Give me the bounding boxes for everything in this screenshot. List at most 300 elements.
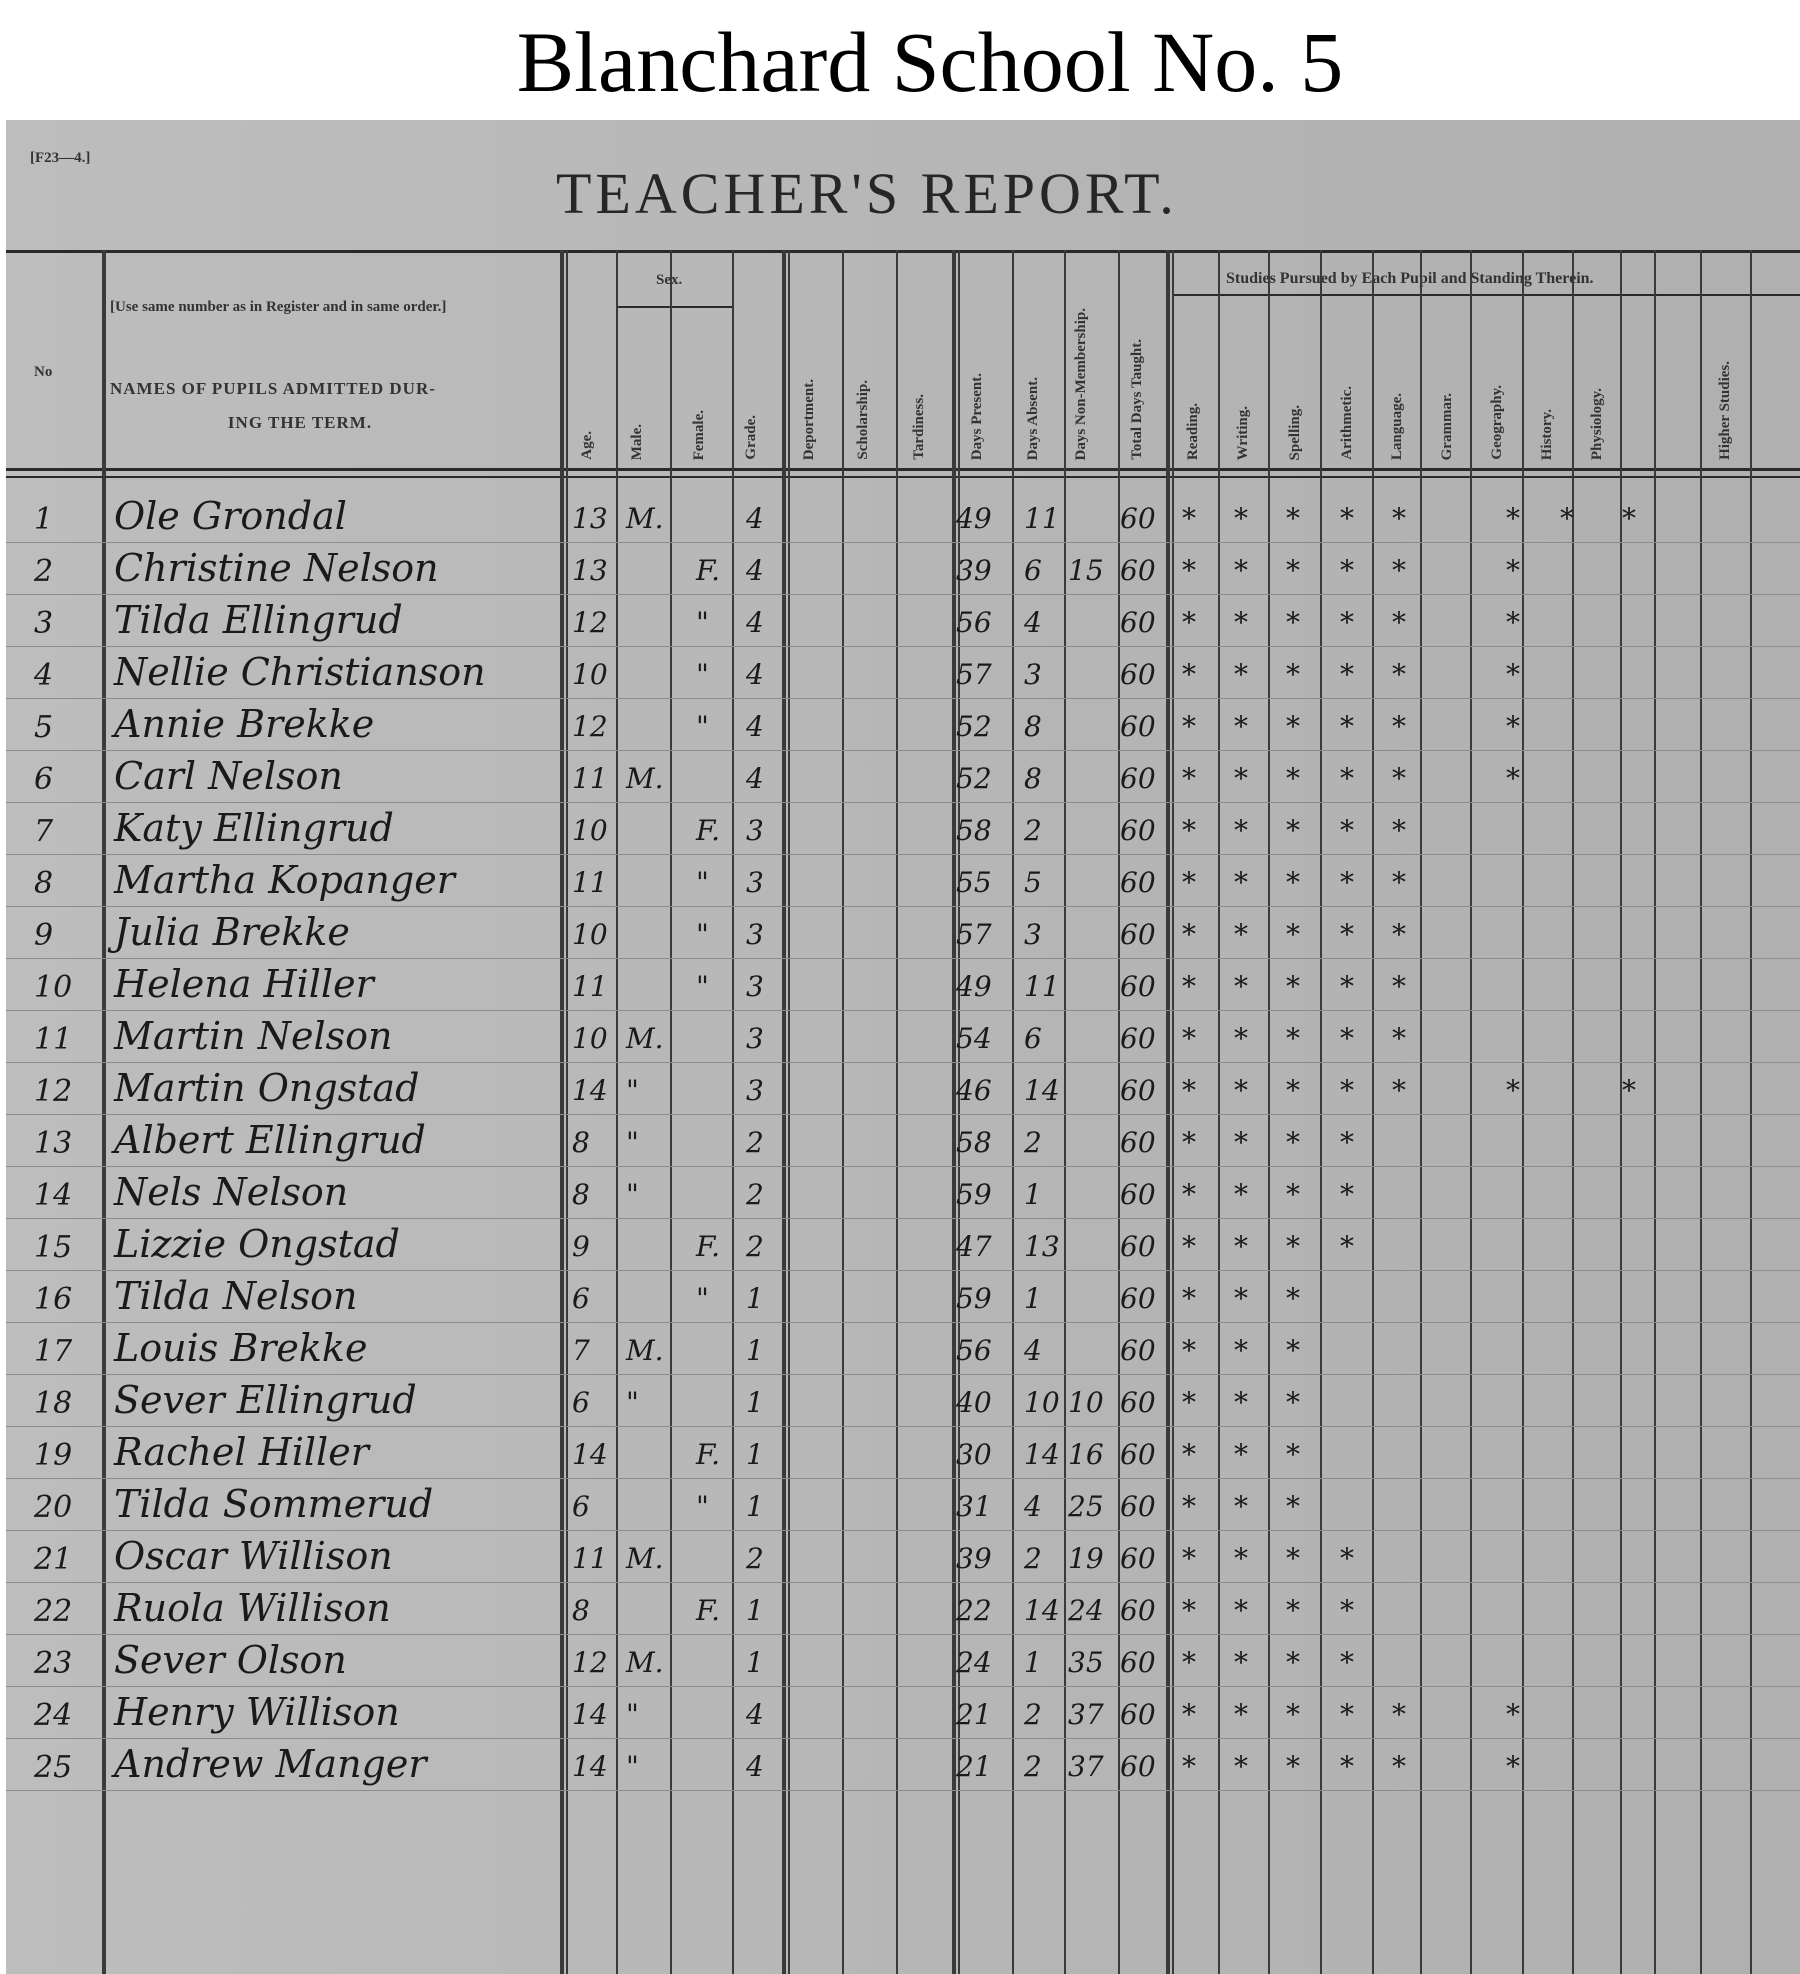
pupil-geography: *	[1506, 502, 1520, 535]
column-rule	[788, 250, 790, 1974]
pupil-reading: *	[1182, 762, 1196, 795]
pupil-age: 11	[572, 1542, 608, 1575]
pupil-reading: *	[1182, 866, 1196, 899]
pupil-total: 60	[1120, 710, 1156, 743]
pupil-no: 14	[34, 1178, 73, 1213]
pupil-spelling: *	[1286, 970, 1300, 1003]
pupil-arithmetic: *	[1340, 814, 1354, 847]
column-rule	[842, 250, 844, 1974]
pupil-total: 60	[1120, 1386, 1156, 1419]
pupil-reading: *	[1182, 1022, 1196, 1055]
pupil-present: 57	[956, 658, 992, 691]
pupil-age: 12	[572, 710, 608, 743]
pupil-age: 8	[572, 1126, 590, 1159]
row-rule	[6, 1322, 1800, 1323]
pupil-name: Ruola Willison	[114, 1586, 391, 1630]
pupil-spelling: *	[1286, 710, 1300, 743]
pupil-spelling: *	[1286, 918, 1300, 951]
pupil-present: 46	[956, 1074, 992, 1107]
pupil-age: 8	[572, 1178, 590, 1211]
pupil-grade: 3	[746, 918, 764, 951]
pupil-nonmem: 16	[1068, 1438, 1104, 1471]
pupil-reading: *	[1182, 502, 1196, 535]
pupil-female: "	[696, 970, 709, 1003]
pupil-writing: *	[1234, 1022, 1248, 1055]
pupil-age: 11	[572, 762, 608, 795]
pupil-reading: *	[1182, 1750, 1196, 1783]
row-rule	[6, 1270, 1800, 1271]
pupil-spelling: *	[1286, 1126, 1300, 1159]
pupil-no: 11	[34, 1022, 73, 1057]
pupil-no: 9	[34, 918, 54, 953]
pupil-writing: *	[1234, 1646, 1248, 1679]
pupil-name: Martin Ongstad	[114, 1066, 420, 1110]
row-rule	[6, 906, 1800, 907]
pupil-age: 11	[572, 970, 608, 1003]
pupil-spelling: *	[1286, 814, 1300, 847]
pupil-age: 10	[572, 814, 608, 847]
column-header-grammar: Grammar.	[1439, 392, 1455, 460]
pupil-arithmetic: *	[1340, 606, 1354, 639]
pupil-arithmetic: *	[1340, 970, 1354, 1003]
pupil-no: 8	[34, 866, 54, 901]
pupil-absent: 5	[1024, 866, 1042, 899]
column-header-writing: Writing.	[1235, 405, 1251, 460]
pupil-total: 60	[1120, 1698, 1156, 1731]
pupil-reading: *	[1182, 606, 1196, 639]
pupil-arithmetic: *	[1340, 554, 1354, 587]
pupil-name: Tilda Ellingrud	[114, 598, 403, 642]
pupil-arithmetic: *	[1340, 1074, 1354, 1107]
pupil-spelling: *	[1286, 502, 1300, 535]
pupil-name: Albert Ellingrud	[114, 1118, 426, 1162]
pupil-nonmem: 10	[1068, 1386, 1104, 1419]
pupil-geography: *	[1506, 1750, 1520, 1783]
pupil-grade: 4	[746, 1750, 764, 1783]
row-rule	[6, 698, 1800, 699]
pupil-no: 25	[34, 1750, 73, 1785]
pupil-spelling: *	[1286, 1178, 1300, 1211]
pupil-present: 59	[956, 1282, 992, 1315]
pupil-spelling: *	[1286, 1438, 1300, 1471]
pupil-writing: *	[1234, 1386, 1248, 1419]
pupil-geography: *	[1506, 762, 1520, 795]
pupil-total: 60	[1120, 554, 1156, 587]
pupil-absent: 6	[1024, 1022, 1042, 1055]
pupil-reading: *	[1182, 1698, 1196, 1731]
pupil-total: 60	[1120, 1594, 1156, 1627]
pupil-name: Nellie Christianson	[114, 650, 486, 694]
column-rule	[1064, 250, 1066, 1974]
row-rule	[6, 1010, 1800, 1011]
column-rule	[566, 250, 568, 1974]
pupil-absent: 14	[1024, 1594, 1060, 1627]
pupil-present: 30	[956, 1438, 992, 1471]
pupil-age: 14	[572, 1750, 608, 1783]
pupil-name: Annie Brekke	[114, 702, 375, 746]
pupil-reading: *	[1182, 1490, 1196, 1523]
pupil-spelling: *	[1286, 1542, 1300, 1575]
pupil-grade: 3	[746, 1074, 764, 1107]
pupil-present: 58	[956, 1126, 992, 1159]
pupil-total: 60	[1120, 1178, 1156, 1211]
pupil-absent: 11	[1024, 502, 1060, 535]
column-header-language: Language.	[1389, 392, 1405, 460]
pupil-spelling: *	[1286, 762, 1300, 795]
pupil-grade: 1	[746, 1282, 764, 1315]
pupil-writing: *	[1234, 502, 1248, 535]
pupil-grade: 4	[746, 502, 764, 535]
pupil-writing: *	[1234, 1126, 1248, 1159]
pupil-grade: 4	[746, 762, 764, 795]
pupil-present: 21	[956, 1750, 992, 1783]
pupil-age: 12	[572, 606, 608, 639]
pupil-grade: 1	[746, 1386, 764, 1419]
pupil-total: 60	[1120, 1542, 1156, 1575]
pupil-physiology: *	[1622, 502, 1636, 535]
form-code: [F23—4.]	[30, 150, 91, 166]
pupil-present: 56	[956, 606, 992, 639]
pupil-spelling: *	[1286, 554, 1300, 587]
pupil-female: "	[696, 866, 709, 899]
pupil-age: 10	[572, 1022, 608, 1055]
pupil-name: Ole Grondal	[114, 494, 347, 538]
pupil-reading: *	[1182, 1334, 1196, 1367]
pupil-name: Sever Olson	[114, 1638, 347, 1682]
pupil-absent: 3	[1024, 918, 1042, 951]
pupil-no: 4	[34, 658, 54, 693]
pupil-present: 55	[956, 866, 992, 899]
pupil-male: M.	[626, 1542, 664, 1575]
pupil-name: Oscar Willison	[114, 1534, 393, 1578]
pupil-total: 60	[1120, 1126, 1156, 1159]
row-rule	[6, 1582, 1800, 1583]
pupil-name: Sever Ellingrud	[114, 1378, 417, 1422]
pupil-total: 60	[1120, 606, 1156, 639]
pupil-grade: 4	[746, 554, 764, 587]
pupil-age: 6	[572, 1282, 590, 1315]
pupil-reading: *	[1182, 1178, 1196, 1211]
pupil-absent: 1	[1024, 1646, 1042, 1679]
pupil-male: "	[626, 1698, 639, 1731]
pupil-total: 60	[1120, 1230, 1156, 1263]
pupil-grade: 2	[746, 1178, 764, 1211]
pupil-nonmem: 37	[1068, 1750, 1104, 1783]
pupil-language: *	[1392, 1074, 1406, 1107]
pupil-total: 60	[1120, 1438, 1156, 1471]
pupil-absent: 10	[1024, 1386, 1060, 1419]
column-rule	[1372, 250, 1374, 1974]
row-rule	[6, 1738, 1800, 1739]
pupil-reading: *	[1182, 1230, 1196, 1263]
column-header-days-non-membership: Days Non-Membership.	[1073, 307, 1089, 460]
pupil-arithmetic: *	[1340, 710, 1354, 743]
pupil-present: 52	[956, 762, 992, 795]
pupil-reading: *	[1182, 1386, 1196, 1419]
number-header: No	[34, 364, 53, 380]
pupil-language: *	[1392, 1750, 1406, 1783]
column-rule	[670, 250, 672, 1974]
pupil-spelling: *	[1286, 1074, 1300, 1107]
pupil-name: Christine Nelson	[114, 546, 439, 590]
pupil-no: 17	[34, 1334, 73, 1369]
pupil-arithmetic: *	[1340, 1126, 1354, 1159]
pupil-writing: *	[1234, 658, 1248, 691]
report-sheet	[6, 120, 1800, 1974]
pupil-reading: *	[1182, 658, 1196, 691]
pupil-total: 60	[1120, 762, 1156, 795]
pupil-male: M.	[626, 502, 664, 535]
pupil-age: 13	[572, 554, 608, 587]
pupil-grade: 1	[746, 1646, 764, 1679]
pupil-language: *	[1392, 554, 1406, 587]
row-rule	[6, 1530, 1800, 1531]
pupil-female: F.	[696, 554, 720, 587]
pupil-reading: *	[1182, 1594, 1196, 1627]
pupil-writing: *	[1234, 1594, 1248, 1627]
pupil-male: M.	[626, 1334, 664, 1367]
pupil-male: "	[626, 1386, 639, 1419]
pupil-geography: *	[1506, 1074, 1520, 1107]
pupil-writing: *	[1234, 762, 1248, 795]
pupil-geography: *	[1506, 554, 1520, 587]
pupil-reading: *	[1182, 1438, 1196, 1471]
pupil-absent: 2	[1024, 1126, 1042, 1159]
pupil-male: "	[626, 1750, 639, 1783]
row-rule	[6, 1478, 1800, 1479]
pupil-present: 39	[956, 1542, 992, 1575]
pupil-male: "	[626, 1126, 639, 1159]
pupil-grade: 4	[746, 606, 764, 639]
pupil-reading: *	[1182, 814, 1196, 847]
pupil-spelling: *	[1286, 1750, 1300, 1783]
pupil-age: 14	[572, 1438, 608, 1471]
pupil-grade: 1	[746, 1334, 764, 1367]
pupil-no: 13	[34, 1126, 73, 1161]
pupil-present: 56	[956, 1334, 992, 1367]
pupil-present: 31	[956, 1490, 992, 1523]
pupil-geography: *	[1506, 1698, 1520, 1731]
report-title: TEACHER'S REPORT.	[556, 161, 1178, 226]
pupil-age: 8	[572, 1594, 590, 1627]
column-header-total-days-taught: Total Days Taught.	[1129, 339, 1145, 460]
pupil-total: 60	[1120, 1646, 1156, 1679]
pupil-arithmetic: *	[1340, 502, 1354, 535]
pupil-grade: 1	[746, 1438, 764, 1471]
row-rule	[6, 1790, 1800, 1791]
pupil-grade: 2	[746, 1542, 764, 1575]
column-rule	[1320, 250, 1322, 1974]
pupil-name: Louis Brekke	[114, 1326, 368, 1370]
pupil-arithmetic: *	[1340, 658, 1354, 691]
column-rule	[102, 250, 106, 1974]
pupil-reading: *	[1182, 710, 1196, 743]
pupil-total: 60	[1120, 814, 1156, 847]
names-header-line-1: NAMES OF PUPILS ADMITTED DUR-	[110, 379, 436, 398]
pupil-name: Helena Hiller	[114, 962, 374, 1006]
column-rule	[1470, 250, 1472, 1974]
pupil-grade: 4	[746, 1698, 764, 1731]
names-header-line-2: ING THE TERM.	[227, 413, 373, 432]
column-rule	[1654, 250, 1656, 1974]
column-header-days-absent: Days Absent.	[1025, 376, 1041, 460]
column-header-grade: Grade.	[743, 415, 759, 460]
column-rule	[560, 250, 564, 1974]
pupil-present: 58	[956, 814, 992, 847]
header-top-rule	[6, 250, 1800, 253]
pupil-spelling: *	[1286, 1646, 1300, 1679]
column-header-reading: Reading.	[1185, 402, 1201, 460]
column-rule	[1218, 250, 1220, 1974]
pupil-total: 60	[1120, 1490, 1156, 1523]
pupil-arithmetic: *	[1340, 1230, 1354, 1263]
pupil-age: 6	[572, 1490, 590, 1523]
pupil-grade: 3	[746, 970, 764, 1003]
pupil-arithmetic: *	[1340, 762, 1354, 795]
column-rule	[732, 250, 734, 1974]
row-rule	[6, 1166, 1800, 1167]
column-header-spelling: Spelling.	[1287, 404, 1303, 460]
pupil-present: 47	[956, 1230, 992, 1263]
pupil-spelling: *	[1286, 1230, 1300, 1263]
row-rule	[6, 1374, 1800, 1375]
row-rule	[6, 1426, 1800, 1427]
pupil-absent: 2	[1024, 1698, 1042, 1731]
pupil-absent: 2	[1024, 1750, 1042, 1783]
pupil-present: 52	[956, 710, 992, 743]
pupil-no: 1	[34, 502, 54, 537]
row-rule	[6, 1218, 1800, 1219]
pupil-grade: 3	[746, 866, 764, 899]
pupil-absent: 3	[1024, 658, 1042, 691]
pupil-present: 54	[956, 1022, 992, 1055]
pupil-no: 22	[34, 1594, 73, 1629]
pupil-reading: *	[1182, 1646, 1196, 1679]
pupil-female: F.	[696, 1230, 720, 1263]
pupil-name: Nels Nelson	[114, 1170, 349, 1214]
pupil-absent: 6	[1024, 554, 1042, 587]
pupil-no: 23	[34, 1646, 73, 1681]
pupil-spelling: *	[1286, 1334, 1300, 1367]
pupil-writing: *	[1234, 970, 1248, 1003]
pupil-total: 60	[1120, 1334, 1156, 1367]
pupil-nonmem: 37	[1068, 1698, 1104, 1731]
pupil-total: 60	[1120, 502, 1156, 535]
pupil-absent: 11	[1024, 970, 1060, 1003]
pupil-male: M.	[626, 1646, 664, 1679]
pupil-no: 10	[34, 970, 73, 1005]
pupil-language: *	[1392, 762, 1406, 795]
pupil-name: Martha Kopanger	[114, 858, 455, 902]
pupil-male: M.	[626, 762, 664, 795]
register-note: [Use same number as in Register and in same order.]	[110, 299, 447, 315]
studies-header-rule	[1172, 294, 1800, 296]
pupil-no: 19	[34, 1438, 73, 1473]
pupil-present: 49	[956, 970, 992, 1003]
pupil-present: 21	[956, 1698, 992, 1731]
pupil-present: 57	[956, 918, 992, 951]
pupil-grade: 1	[746, 1490, 764, 1523]
row-rule	[6, 646, 1800, 647]
sex-header: Sex.	[656, 272, 683, 288]
pupil-writing: *	[1234, 1698, 1248, 1731]
pupil-total: 60	[1120, 1282, 1156, 1315]
column-rule	[1268, 250, 1270, 1974]
column-rule	[1522, 250, 1524, 1974]
pupil-spelling: *	[1286, 1698, 1300, 1731]
column-header-deportment: Deportment.	[801, 378, 817, 460]
pupil-language: *	[1392, 970, 1406, 1003]
column-header-geography: Geography.	[1489, 385, 1505, 460]
row-rule	[6, 958, 1800, 959]
row-rule	[6, 542, 1800, 543]
column-rule	[896, 250, 898, 1974]
pupil-spelling: *	[1286, 866, 1300, 899]
column-rule	[1012, 250, 1014, 1974]
pupil-writing: *	[1234, 918, 1248, 951]
column-rule	[1166, 250, 1170, 1974]
row-rule	[6, 750, 1800, 751]
pupil-reading: *	[1182, 1074, 1196, 1107]
pupil-physiology: *	[1622, 1074, 1636, 1107]
pupil-writing: *	[1234, 814, 1248, 847]
pupil-writing: *	[1234, 606, 1248, 639]
pupil-writing: *	[1234, 1490, 1248, 1523]
pupil-age: 13	[572, 502, 608, 535]
pupil-reading: *	[1182, 554, 1196, 587]
pupil-female: F.	[696, 1438, 720, 1471]
pupil-total: 60	[1120, 970, 1156, 1003]
pupil-no: 18	[34, 1386, 73, 1421]
pupil-present: 24	[956, 1646, 992, 1679]
row-rule	[6, 1634, 1800, 1635]
pupil-female: "	[696, 658, 709, 691]
row-rule	[6, 802, 1800, 803]
column-header-days-present: Days Present.	[969, 372, 985, 460]
pupil-female: "	[696, 606, 709, 639]
pupil-reading: *	[1182, 1126, 1196, 1159]
pupil-no: 15	[34, 1230, 73, 1265]
pupil-age: 14	[572, 1074, 608, 1107]
row-rule	[6, 1062, 1800, 1063]
pupil-name: Martin Nelson	[114, 1014, 393, 1058]
page-caption: Blanchard School No. 5	[516, 14, 1344, 110]
pupil-spelling: *	[1286, 1022, 1300, 1055]
pupil-spelling: *	[1286, 1594, 1300, 1627]
pupil-no: 2	[34, 554, 54, 589]
header-double-rule	[6, 476, 1800, 478]
header-bottom-rule	[6, 468, 1800, 471]
pupil-arithmetic: *	[1340, 918, 1354, 951]
pupil-total: 60	[1120, 658, 1156, 691]
pupil-geography: *	[1506, 606, 1520, 639]
row-rule	[6, 594, 1800, 595]
pupil-language: *	[1392, 606, 1406, 639]
column-header-female: Female.	[691, 409, 707, 460]
pupil-arithmetic: *	[1340, 1750, 1354, 1783]
column-rule	[1750, 250, 1752, 1974]
pupil-name: Rachel Hiller	[114, 1430, 369, 1474]
pupil-grade: 2	[746, 1230, 764, 1263]
pupil-arithmetic: *	[1340, 1022, 1354, 1055]
pupil-absent: 14	[1024, 1438, 1060, 1471]
pupil-no: 7	[34, 814, 54, 849]
pupil-language: *	[1392, 866, 1406, 899]
pupil-name: Katy Ellingrud	[114, 806, 394, 850]
pupil-spelling: *	[1286, 1490, 1300, 1523]
pupil-total: 60	[1120, 1022, 1156, 1055]
pupil-female: "	[696, 918, 709, 951]
